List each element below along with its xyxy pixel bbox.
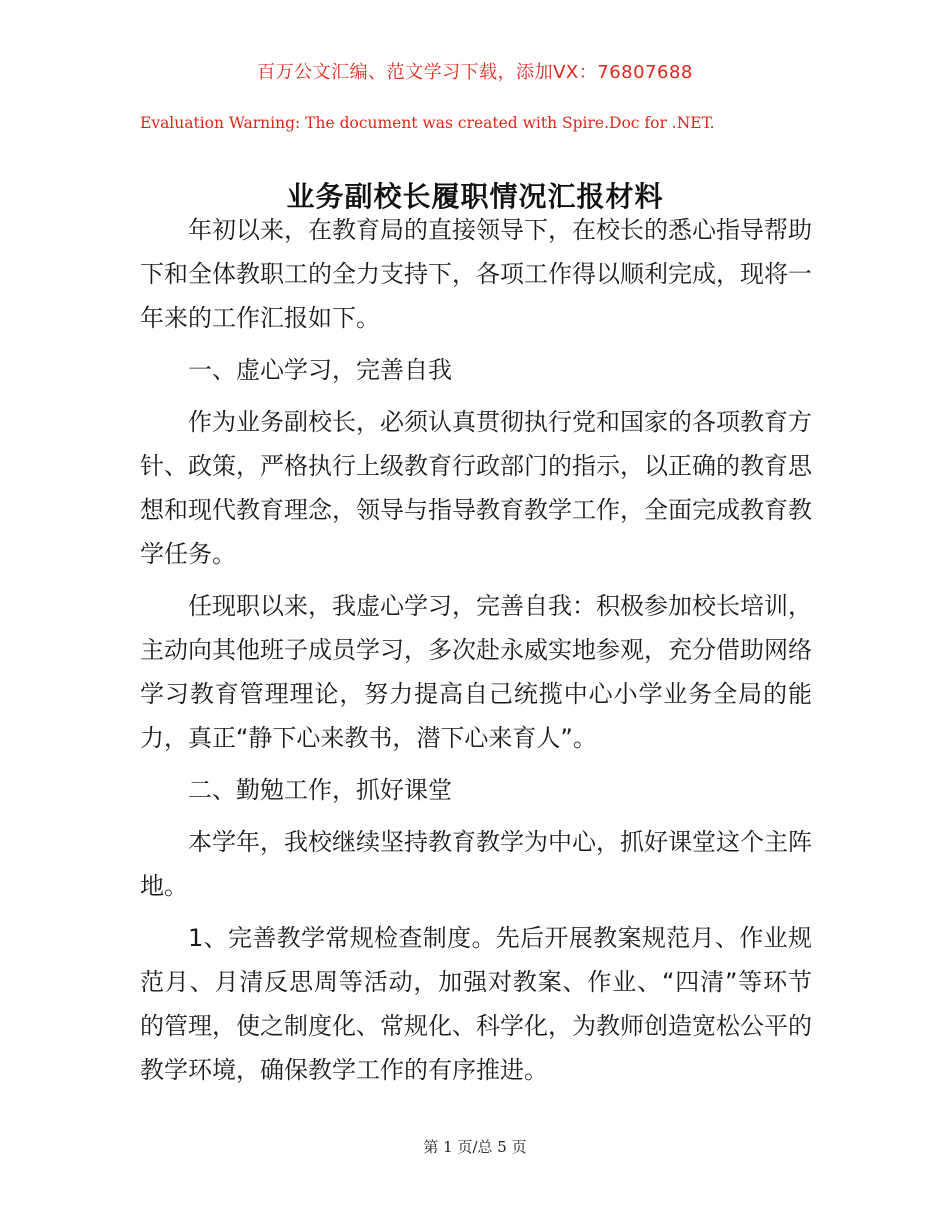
paragraph-classroom: 本学年，我校继续坚持教育教学为中心，抓好课堂这个主阵地。 xyxy=(140,828,812,900)
paragraph-duty: 作为业务副校长，必须认真贯彻执行党和国家的各项教育方针、政策，严格执行上级教育行政部门的指示，以正确的教育思想和现代教育理念，领导与指导教育教学工作，全面完成教育教学任务。 xyxy=(140,408,812,568)
section-heading-1: 一、虚心学习，完善自我 xyxy=(188,356,452,384)
evaluation-warning: Evaluation Warning: The document was created with Spire.Doc for .NET. xyxy=(140,114,715,132)
paragraph-routine-check: 1、完善教学常规检查制度。先后开展教案规范月、作业规范月、月清反思周等活动，加强对教案、作业、“四清”等环节的管理，使之制度化、常规化、科学化，为教师创造宽松公平的教学环境，确保教学工作的有序推进。 xyxy=(140,924,812,1084)
section-heading-2: 二、勤勉工作，抓好课堂 xyxy=(188,776,452,804)
document-body xyxy=(140,208,812,1100)
document-title: 业务副校长履职情况汇报材料 xyxy=(286,179,664,213)
page-footer: 第 1 页/总 5 页 xyxy=(423,1138,527,1156)
paragraph-intro: 年初以来，在教育局的直接领导下，在校长的悉心指导帮助下和全体教职工的全力支持下，各项工作得以顺利完成，现将一年来的工作汇报如下。 xyxy=(140,216,812,332)
paragraph-learning: 任现职以来，我虚心学习，完善自我：积极参加校长培训，主动向其他班子成员学习，多次赴永威实地参观，充分借助网络学习教育管理理论，努力提高自己统揽中心小学业务全局的能力，真正“静下心来教书，潜下心来育人”。 xyxy=(140,592,812,752)
promo-banner: 百万公文汇编、范文学习下载，添加VX：76807688 xyxy=(257,62,693,83)
